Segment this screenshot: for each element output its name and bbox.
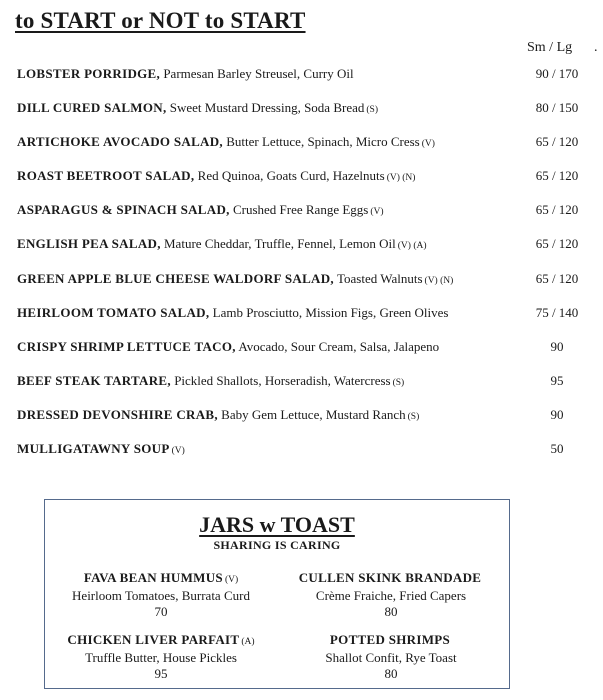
item-description: Sweet Mustard Dressing, Soda Bread <box>166 100 365 116</box>
jar-item <box>281 570 501 620</box>
jar-item-price: 70 <box>154 604 168 619</box>
jar-item-description: Crème Fraiche, Fried Capers <box>315 588 467 603</box>
item-price: 90 <box>550 338 564 354</box>
item-description: Lamb Prosciutto, Mission Figs, Green Olives <box>209 304 449 320</box>
jar-item-price: 80 <box>384 666 398 681</box>
item-name: ROAST BEETROOT SALAD, <box>17 168 195 184</box>
jars-subtitle: SHARING IS CARING <box>213 538 341 552</box>
menu-item <box>17 132 587 166</box>
menu-item <box>17 303 587 337</box>
item-description: Baby Gem Lettuce, Mustard Ranch <box>217 406 406 422</box>
menu-section-title: to START or NOT to START <box>15 8 306 33</box>
jars-title: JARS w TOAST <box>199 512 355 537</box>
item-price: 65 / 120 <box>535 134 579 150</box>
menu-item <box>17 166 587 200</box>
item-price: 95 <box>550 372 564 388</box>
item-description: Avocado, Sour Cream, Salsa, Jalapeno <box>235 338 440 354</box>
item-tags: (V) <box>370 207 384 218</box>
item-price: 90 <box>550 406 564 422</box>
item-price: 65 / 120 <box>535 236 579 252</box>
item-description: Crushed Free Range Eggs <box>229 202 369 218</box>
item-price: 50 <box>550 441 564 457</box>
item-price: 80 / 150 <box>535 100 579 116</box>
item-name: ENGLISH PEA SALAD, <box>17 236 161 252</box>
item-tags: (S) <box>407 411 420 422</box>
item-price: 65 / 120 <box>535 270 579 286</box>
jar-item <box>51 632 271 682</box>
item-description: Red Quinoa, Goats Curd, Hazelnuts <box>194 168 385 184</box>
jar-item-name: CHICKEN LIVER PARFAIT <box>67 632 240 647</box>
item-price: 65 / 120 <box>535 168 579 184</box>
item-tags: (V) (N) <box>424 275 454 286</box>
item-price: 65 / 120 <box>535 202 579 218</box>
jar-item-name: POTTED SHRIMPS <box>329 632 451 647</box>
item-tags: (V) (A) <box>397 241 427 252</box>
item-tags: (S) <box>366 105 378 116</box>
item-tags: (V) <box>421 139 435 150</box>
item-tags: (V) <box>171 446 185 457</box>
jar-item-description: Heirloom Tomatoes, Burrata Curd <box>72 588 250 603</box>
item-name: CRISPY SHRIMP LETTUCE TACO, <box>17 338 236 354</box>
starter-list <box>17 64 587 473</box>
menu-item <box>17 439 587 473</box>
size-header: Sm / Lg <box>527 40 573 55</box>
jar-item-tag: (A) <box>241 637 255 647</box>
jar-item-tag: (V) <box>224 575 239 585</box>
menu-item <box>17 200 587 234</box>
jar-item-name: FAVA BEAN HUMMUS <box>83 570 223 585</box>
item-tags: (S) <box>392 377 405 388</box>
item-name: HEIRLOOM TOMATO SALAD, <box>17 304 210 320</box>
item-description: Mature Cheddar, Truffle, Fennel, Lemon Oil <box>160 236 396 252</box>
menu-item <box>17 64 587 98</box>
item-description: Pickled Shallots, Horseradish, Watercress <box>170 372 391 388</box>
jar-item <box>281 632 501 682</box>
menu-item <box>17 337 587 371</box>
item-description: Butter Lettuce, Spinach, Micro Cress <box>222 134 420 150</box>
jar-item-name: CULLEN SKINK BRANDADE <box>298 570 482 585</box>
jar-item-price: 80 <box>384 604 398 619</box>
jar-item-description: Shallot Confit, Rye Toast <box>325 650 457 665</box>
menu-item <box>17 405 587 439</box>
jar-item <box>51 570 271 620</box>
item-description: Parmesan Barley Streusel, Curry Oil <box>160 66 354 81</box>
item-price: 75 / 140 <box>535 304 579 320</box>
jar-item-price: 95 <box>154 666 168 681</box>
item-name: ASPARAGUS & SPINACH SALAD, <box>17 202 230 218</box>
menu-item <box>17 371 587 405</box>
item-name: ARTICHOKE AVOCADO SALAD, <box>17 134 223 150</box>
item-name: DILL CURED SALMON, <box>17 100 167 116</box>
item-name: GREEN APPLE BLUE CHEESE WALDORF SALAD, <box>17 270 334 286</box>
item-name: DRESSED DEVONSHIRE CRAB, <box>17 406 218 422</box>
menu-item <box>17 234 587 268</box>
menu-item <box>17 98 587 132</box>
jars-box <box>44 499 510 689</box>
menu-item <box>17 269 587 303</box>
item-tags: (V) (N) <box>386 173 416 184</box>
item-description: Toasted Walnuts <box>333 270 423 286</box>
size-header-dot: . <box>594 40 598 55</box>
item-name: LOBSTER PORRIDGE, <box>17 66 161 81</box>
item-price: 90 / 170 <box>535 66 579 81</box>
jar-item-description: Truffle Butter, House Pickles <box>85 650 237 665</box>
item-name: MULLIGATAWNY SOUP <box>17 441 170 457</box>
item-name: BEEF STEAK TARTARE, <box>17 372 171 388</box>
